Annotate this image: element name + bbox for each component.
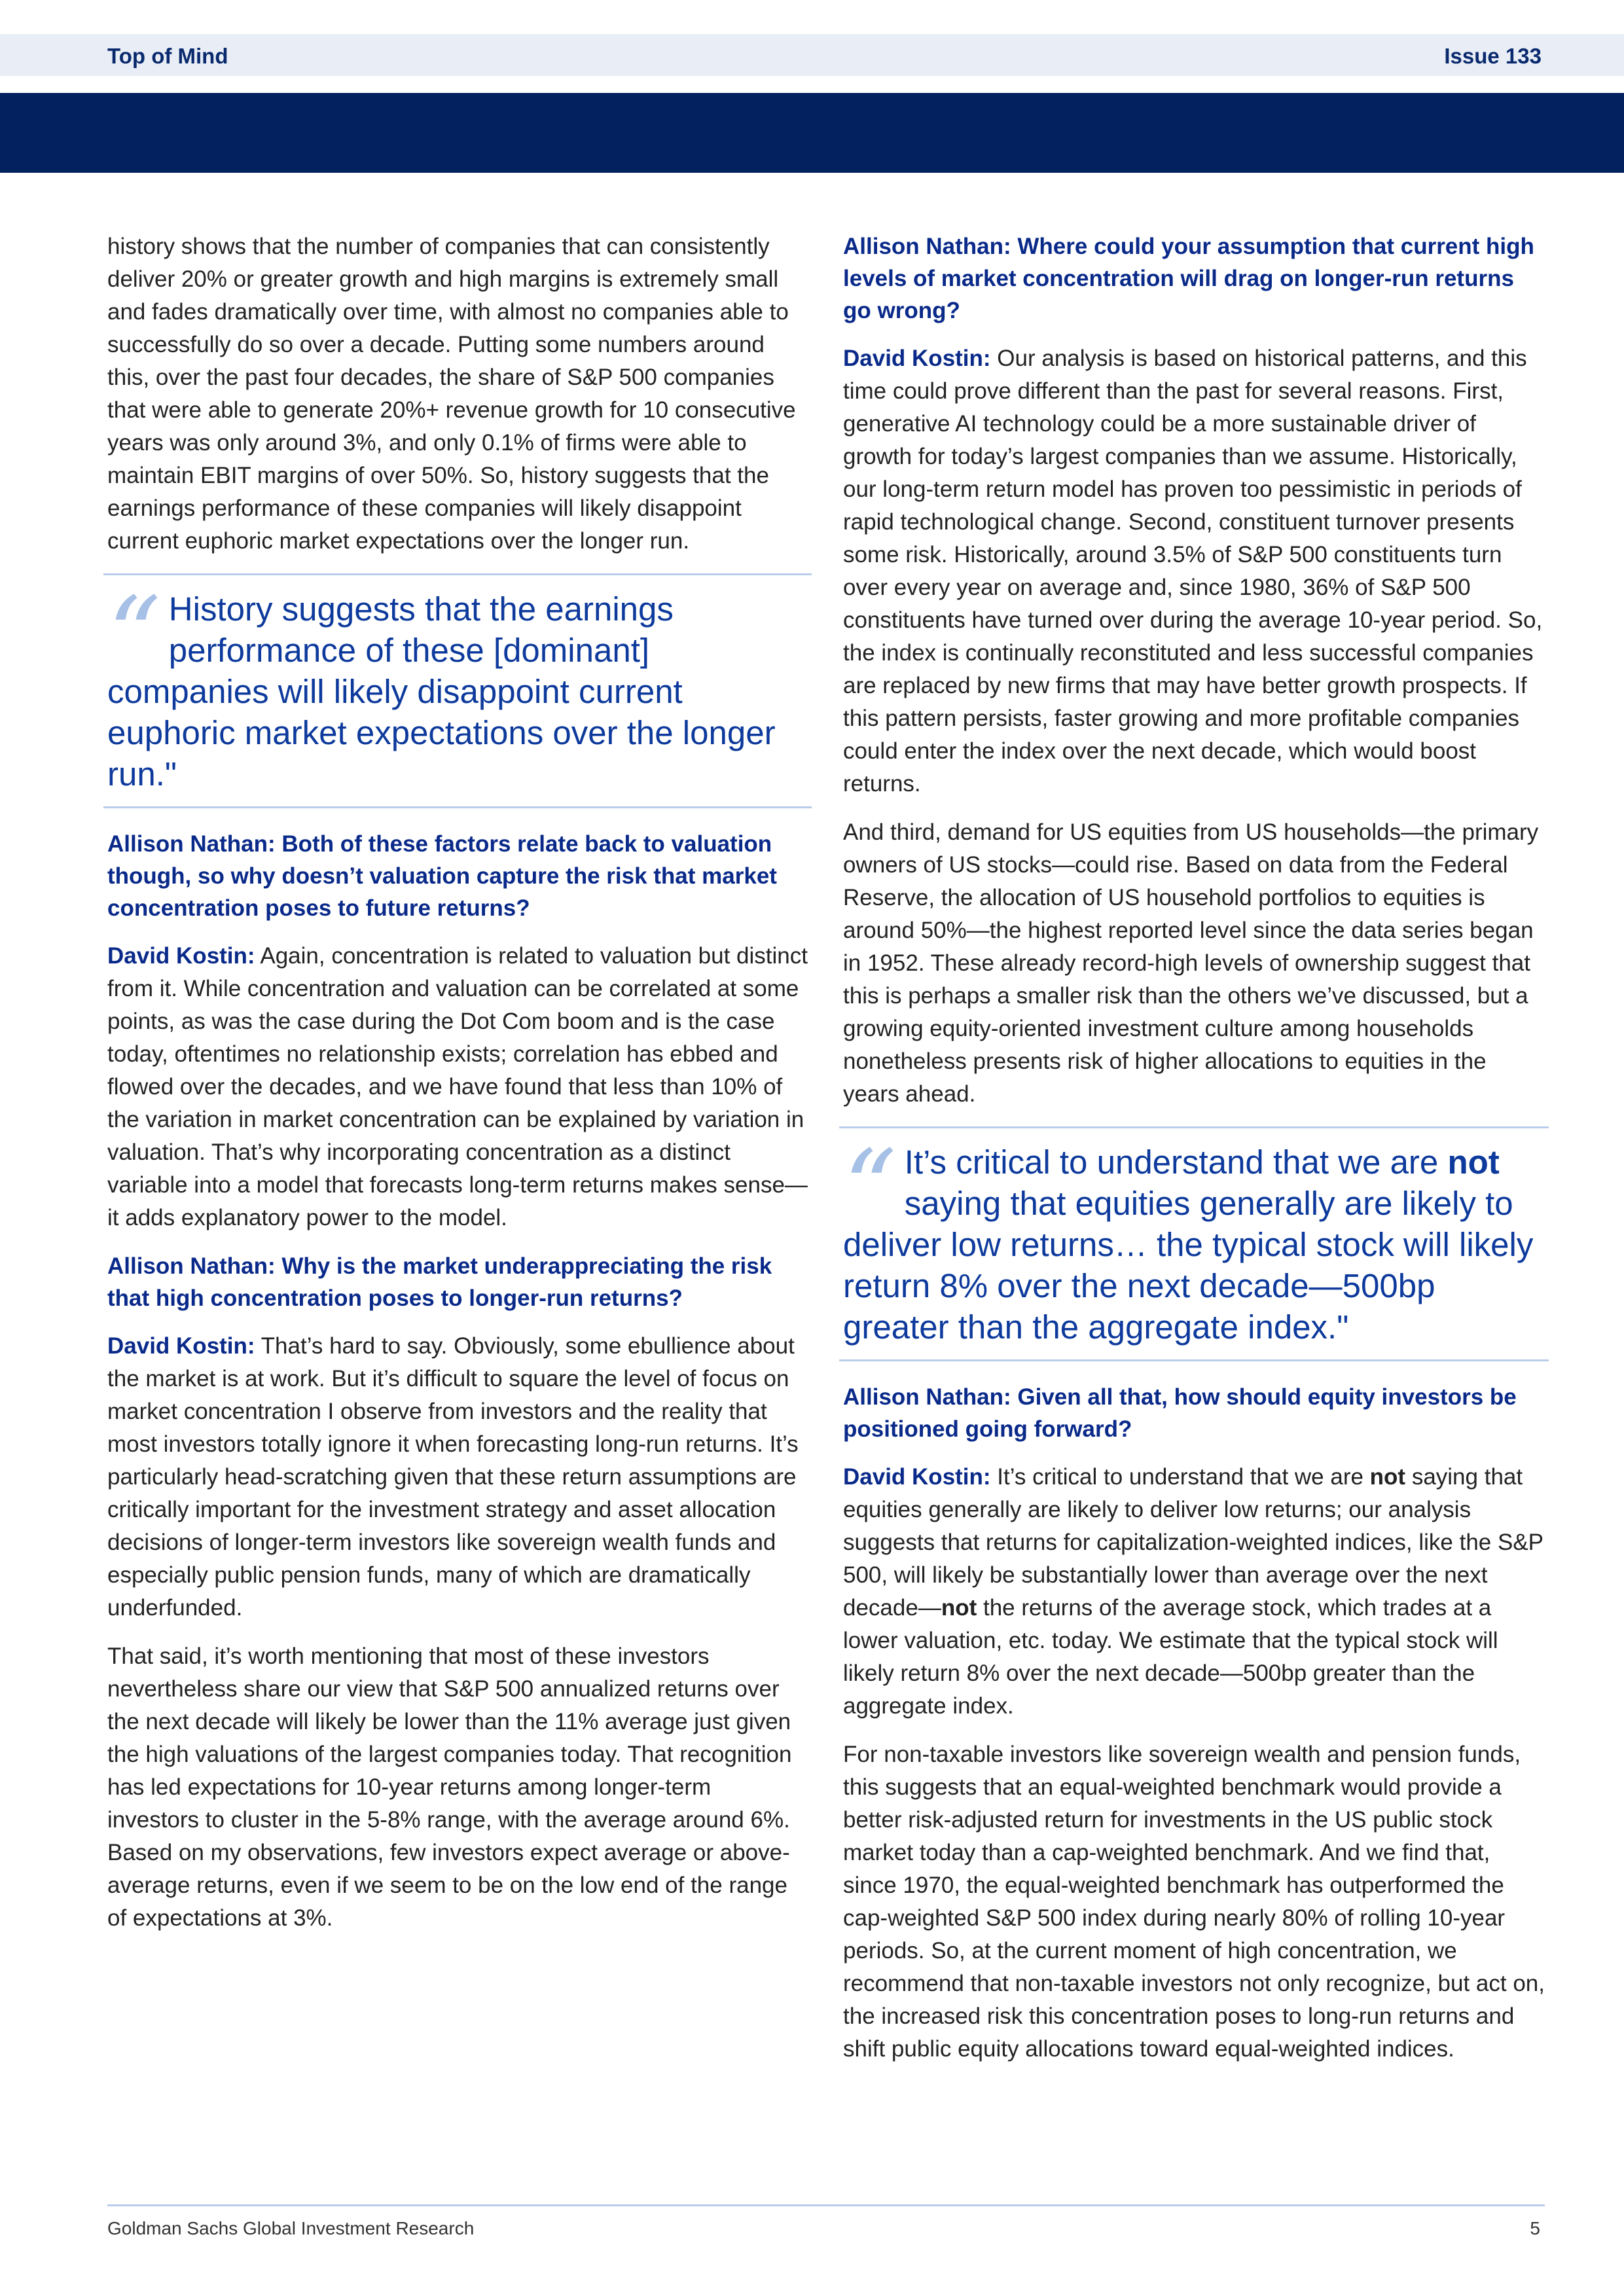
interview-answer <box>107 1330 808 1624</box>
footer-divider <box>107 2204 1545 2206</box>
footer-source: Goldman Sachs Global Investment Research <box>107 2218 475 2238</box>
pull-quote-part: saying that equities generally are likely to deliver low returns… the typical stock will likely return 8% over the next decade—500bp greater than the aggregate index." <box>843 1185 1534 1346</box>
interview-question: Allison Nathan: Where could your assumption that current high levels of market concentration will drag on longer-run returns go wrong? <box>843 234 1534 323</box>
pull-quote <box>839 1126 1549 1361</box>
answer-emphasis: not <box>1369 1464 1406 1490</box>
answer-text: Our analysis is based on historical patterns, and this time could prove different than the past for several reasons. First, generative AI technology could be a more sustainable driver of growth for today’s largest companies than we assume. Historically, our long-term return model has proven too pessimistic in periods of rapid technological change. Second, constituent turnover presents some risk. Historically, around 3.5% of S&P 500 constituents turn over every year on average and, since 1980, 36% of S&P 500 constituents have turned over during the average 10-year period. So, the index is continually reconstituted and less successful companies are replaced by new firms that may have better growth prospects. If this pattern persists, faster growing and more profitable companies could enter the index over the next decade, which would boost returns. <box>843 346 1543 797</box>
paragraph: That said, it’s worth mentioning that most of these investors nevertheless share our view that S&P 500 annualized returns over the next decade will likely be lower than the 11% average just given the high valuations of the largest companies today. That recognition has led expectations for 10-year returns among longer-term investors to cluster in the 5-8% range, with the average around 6%. Based on my observations, few investors expect average or above-average returns, even if we seem to be on the low end of the range of expectations at 3%. <box>107 1643 792 1931</box>
paragraph: And third, demand for US equities from US households—the primary owners of US stocks—could rise. Based on data from the Federal Reserve, the allocation of US household portfolios to equities is around 50%—the highest reported level since the data series began in 1952. These already record-high levels of ownership suggest that this is perhaps a smaller risk than the others we’ve discussed, but a growing equity-oriented investment culture among households nonetheless presents risk of higher allocations to equities in the years ahead. <box>843 819 1539 1107</box>
publication-title: Top of Mind <box>107 44 228 68</box>
pull-quote <box>103 573 812 808</box>
pull-quote-text: History suggests that the earnings performance of these [dominant] companies will likely disappoint current euphoric market expectations over the longer run." <box>107 590 776 793</box>
interview-answer <box>843 1461 1545 1723</box>
header-band <box>0 93 1624 173</box>
answer-text: the returns of the average stock, which trades at a lower valuation, etc. today. We estimate that the typical stock will likely return 8% over the next decade—500bp greater than the aggregate index. <box>843 1595 1498 1719</box>
interview-answer <box>107 940 808 1234</box>
pull-quote-text <box>843 1127 1534 1346</box>
quote-mark-icon: “ <box>107 574 161 696</box>
paragraph: history shows that the number of companies that can consistently deliver 20% or greater growth and high margins is extremely small and fades dramatically over time, with almost no companies able to successfully do so over a decade. Putting some numbers around this, over the past four decades, the share of S&P 500 companies that were able to generate 20%+ revenue growth for 10 consecutive years was only around 3%, and only 0.1% of firms were able to maintain EBIT margins of over 50%. So, history suggests that the earnings performance of these companies will likely disappoint current euphoric market expectations over the longer run. <box>107 234 796 554</box>
pull-quote-emphasis: not <box>1447 1143 1500 1181</box>
answer-emphasis: not <box>941 1595 977 1621</box>
right-column <box>843 230 1545 2081</box>
answer-text: saying that equities generally are likely to deliver low returns; our analysis suggests that returns for capitalization-weighted indices, like the S&P 500, will likely be substantially lower than average over the next decade— <box>843 1464 1543 1621</box>
quote-mark-icon: “ <box>843 1127 897 1249</box>
pull-quote-part: It’s critical to understand that we are <box>904 1143 1448 1181</box>
interview-question: Allison Nathan: Both of these factors relate back to valuation though, so why doesn’t valuation capture the risk that market concentration poses to future returns? <box>107 831 777 921</box>
speaker-name: David Kostin: <box>107 1333 255 1359</box>
answer-text: It’s critical to understand that we are <box>990 1464 1370 1490</box>
left-column <box>107 230 808 1950</box>
header-bar <box>0 34 1624 76</box>
interview-question: Allison Nathan: Why is the market underappreciating the risk that high concentration poses to longer-run returns? <box>107 1253 772 1311</box>
issue-number: Issue 133 <box>1444 44 1542 68</box>
answer-text: Again, concentration is related to valuation but distinct from it. While concentration and valuation can be correlated at some points, as was the case during the Dot Com boom and is the case today, oftentimes no relationship exists; correlation has ebbed and flowed over the decades, and we have found that less than 10% of the variation in market concentration can be explained by variation in valuation. That’s why incorporating concentration as a distinct variable into a model that forecasts long-term returns makes sense—it adds explanatory power to the model. <box>107 943 808 1230</box>
answer-text: That’s hard to say. Obviously, some ebullience about the market is at work. But it’s difficult to square the level of focus on market concentration I observe from investors and the reality that most investors totally ignore it when forecasting long-run returns. It’s particularly head-scratching given that these return assumptions are critically important for the investment strategy and asset allocation decisions of longer-term investors like sovereign wealth funds and especially public pension funds, many of which are dramatically underfunded. <box>107 1333 799 1621</box>
interview-question: Allison Nathan: Given all that, how should equity investors be positioned going forward? <box>843 1384 1517 1442</box>
paragraph: For non-taxable investors like sovereign wealth and pension funds, this suggests that an equal-weighted benchmark would provide a better risk-adjusted return for investments in the US public stock market today than a cap-weighted benchmark. And we find that, since 1970, the equal-weighted benchmark has outperformed the cap-weighted S&P 500 index during nearly 80% of rolling 10-year periods. So, at the current moment of high concentration, we recommend that non-taxable investors not only recognize, but act on, the increased risk this concentration poses to long-run returns and shift public equity allocations toward equal-weighted indices. <box>843 1742 1545 2062</box>
speaker-name: David Kostin: <box>843 346 991 371</box>
speaker-name: David Kostin: <box>843 1464 991 1490</box>
interview-answer <box>843 342 1545 800</box>
page-number: 5 <box>1530 2218 1540 2238</box>
speaker-name: David Kostin: <box>107 943 255 969</box>
